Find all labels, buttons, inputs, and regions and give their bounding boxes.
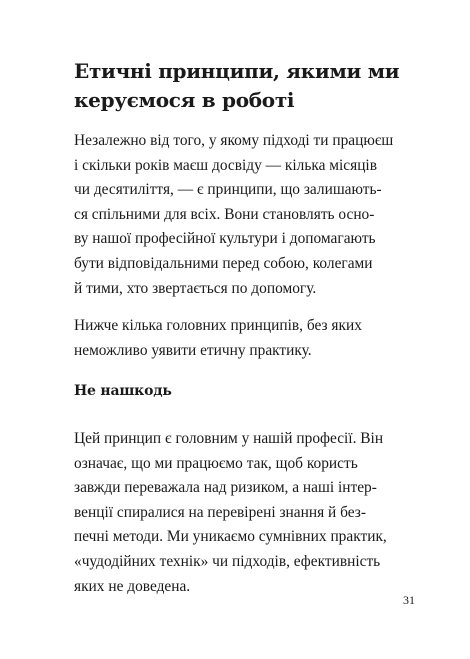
text-line: Нижче кілька головних принципів, без яких — [74, 317, 362, 334]
heading-line: Етичні принципи, якими ми — [74, 59, 400, 83]
text-line: венції спиралися на перевірені знання й без- — [74, 503, 366, 521]
text-line: ву нашої професійної культури і допомагають — [74, 230, 376, 248]
text-line: яких не доведена. — [74, 577, 191, 595]
text-line: ся спільними для всіх. Вони становлять осно- — [74, 205, 375, 223]
section-paragraph — [74, 427, 414, 599]
text-line: і скільки років маєш досвіду — кілька місяців — [74, 156, 377, 174]
text-line: бути відповідальними перед собою, колегами — [74, 254, 373, 272]
section-title: Не нашкодь — [74, 383, 172, 399]
text-line: Цей принцип є головним у нашій професії. Він — [74, 430, 384, 447]
heading-line: керуємося в роботі — [74, 88, 295, 112]
text-line: печні методи. Ми уникаємо сумнівних практик, — [74, 528, 387, 546]
text-line: завжди переважала над ризиком, а наші інтер- — [74, 479, 377, 497]
page-number: 31 — [403, 593, 415, 607]
text-line: й тими, хто звертається по допомогу. — [74, 279, 317, 297]
text-line: чи десятиліття, — є принципи, що залишають- — [74, 181, 382, 199]
text-line: означає, що ми працюємо так, щоб користь — [74, 454, 358, 472]
text-line: неможливо уявити етичну практику. — [74, 341, 312, 359]
text-line: «чудодійних технік» чи підходів, ефективність — [74, 552, 381, 570]
text-line: Незалежно від того, у якому підході ти працюєш — [74, 132, 394, 149]
intro-paragraph — [74, 129, 414, 301]
lead-paragraph — [74, 314, 414, 363]
page-heading — [74, 57, 414, 115]
